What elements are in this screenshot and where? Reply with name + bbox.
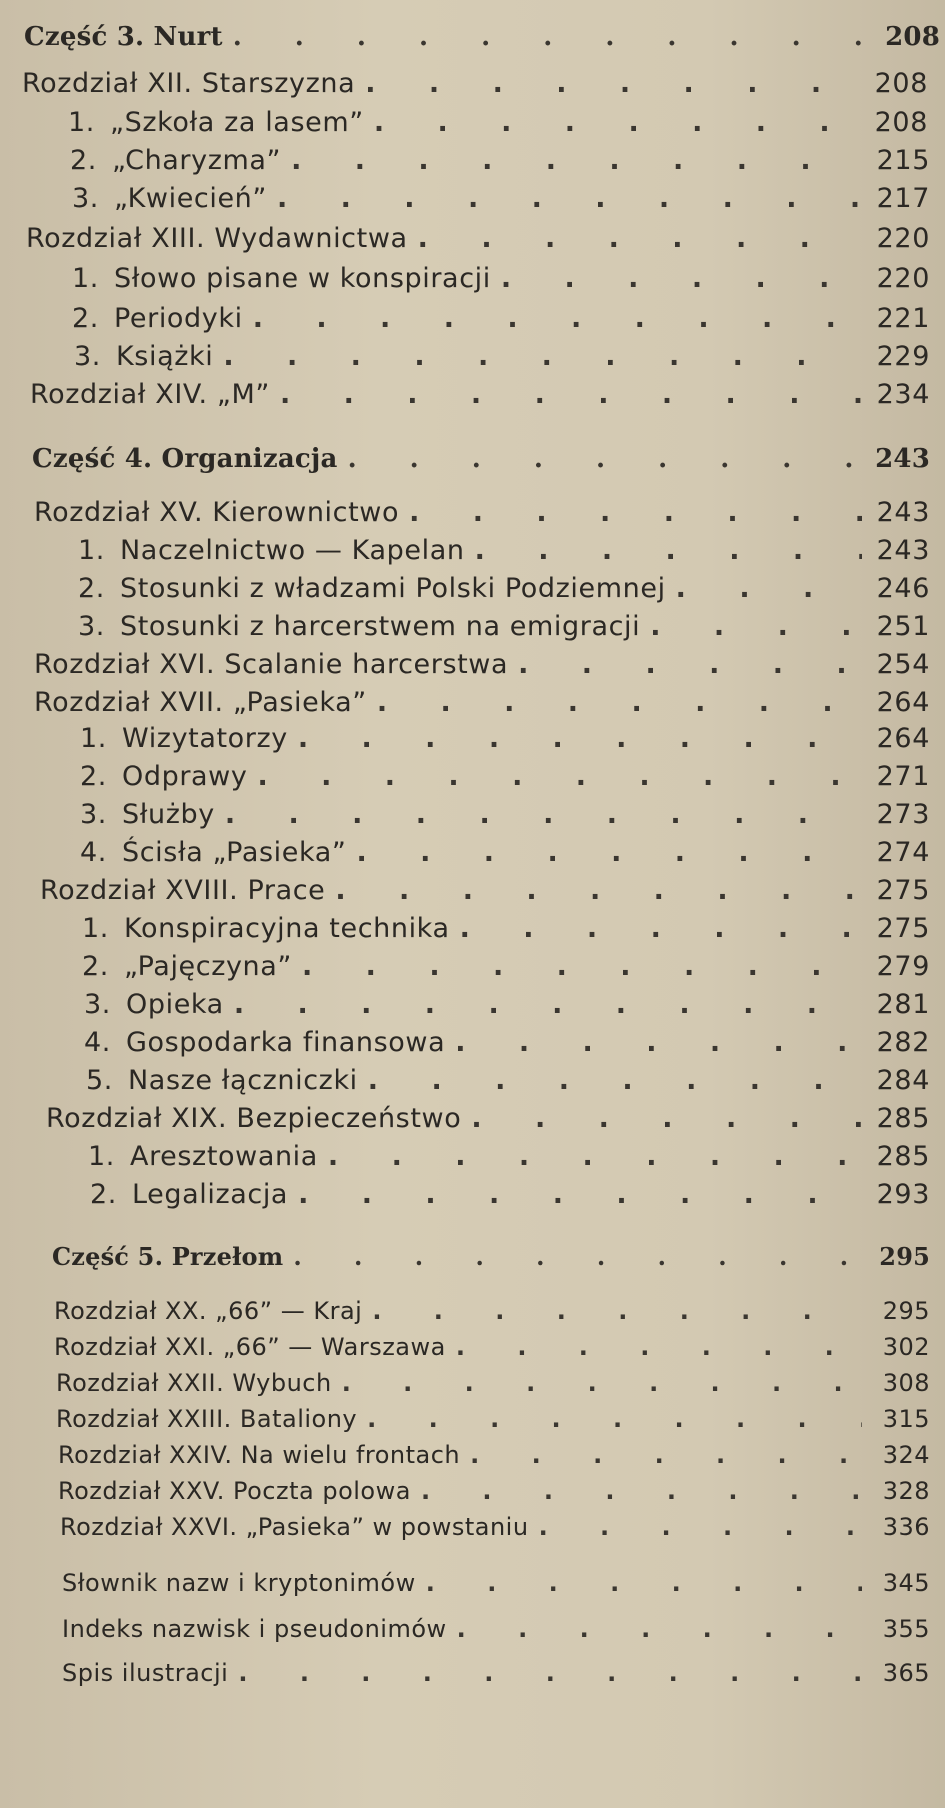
toc-chapter: Rozdział XV. Kierownictwo . . . 243 — [34, 496, 930, 530]
toc-section: 1. Naczelnictwo — Kapelan . . . 243 — [78, 534, 930, 568]
toc-chapter: Rozdział XVII. „Pasieka” . . . 264 — [34, 686, 930, 720]
toc-chapter: Rozdział XVI. Scalanie harcerstwa . . . 254 — [34, 648, 930, 682]
toc-section: 2. Legalizacja . . . 293 — [90, 1178, 930, 1212]
toc-chapter: Rozdział XXIV. Na wielu frontach . . . 324 — [58, 1438, 930, 1472]
toc-section: 2. „Charyzma” . . . 215 — [70, 144, 930, 178]
toc-chapter: Rozdział XXIII. Bataliony . . . 315 — [56, 1402, 930, 1436]
toc-chapter: Rozdział XVIII. Prace . . . 275 — [40, 874, 930, 908]
toc-section: 3. Opieka . . . 281 — [84, 988, 930, 1022]
toc-chapter: Rozdział XXVI. „Pasieka” w powstaniu . . . 336 — [60, 1510, 930, 1544]
toc-section: 1. Słowo pisane w konspiracji . . . 220 — [72, 262, 930, 296]
toc-chapter: Rozdział XIX. Bezpieczeństwo . . . 285 — [46, 1102, 930, 1136]
toc-section: 2. Periodyki . . . 221 — [72, 302, 930, 336]
toc-section: 4. Ścisła „Pasieka” . . . 274 — [80, 836, 930, 870]
toc-chapter: Rozdział XXI. „66” — Warszawa . . . 302 — [54, 1330, 930, 1364]
toc-section: 1. „Szkoła za lasem” . . . 208 — [68, 106, 928, 140]
toc-chapter: Rozdział XXII. Wybuch . . . 308 — [56, 1366, 930, 1400]
toc-section: 2. Stosunki z władzami Polski Podziemnej . . . 246 — [78, 572, 930, 606]
toc-section: 5. Nasze łączniczki . . . 284 — [86, 1064, 930, 1098]
toc-section: 1. Konspiracyjna technika . . . 275 — [82, 912, 930, 946]
toc-section: 3. „Kwiecień” . . . 217 — [72, 182, 930, 216]
toc-part-heading: Część 4. Organizacja . . . 243 — [32, 442, 930, 476]
toc-section: 4. Gospodarka finansowa . . . 282 — [84, 1026, 930, 1060]
toc-section: 3. Książki . . . 229 — [74, 340, 930, 374]
toc-section: 2. „Pajęczyna” . . . 279 — [82, 950, 930, 984]
toc-chapter: Rozdział XXV. Poczta polowa . . . 328 — [58, 1474, 930, 1508]
toc-section: 3. Stosunki z harcerstwem na emigracji . . . 251 — [78, 610, 930, 644]
toc-section: 2. Odprawy . . . 271 — [80, 760, 930, 794]
toc-back-matter: Indeks nazwisk i pseudonimów . . . 355 — [62, 1612, 930, 1646]
toc-chapter: Rozdział XIV. „M” . . . 234 — [30, 378, 930, 412]
toc-section: 1. Aresztowania . . . 285 — [88, 1140, 930, 1174]
toc-chapter: Rozdział XIII. Wydawnictwa . . . 220 — [26, 222, 930, 256]
toc-section: 3. Służby . . . 273 — [80, 798, 930, 832]
toc-back-matter: Słownik nazw i kryptonimów . . . 345 — [62, 1566, 930, 1600]
toc-part-heading: Część 3. Nurt . . . 208 — [24, 20, 940, 54]
toc-back-matter: Spis ilustracji . . . 365 — [62, 1656, 930, 1690]
toc-part-heading: Część 5. Przełom . . . 295 — [52, 1240, 930, 1274]
toc-chapter: Rozdział XII. Starszyzna . . . 208 — [22, 67, 928, 101]
toc-chapter: Rozdział XX. „66” — Kraj . . . 295 — [54, 1294, 930, 1328]
toc-section: 1. Wizytatorzy . . . 264 — [80, 722, 930, 756]
